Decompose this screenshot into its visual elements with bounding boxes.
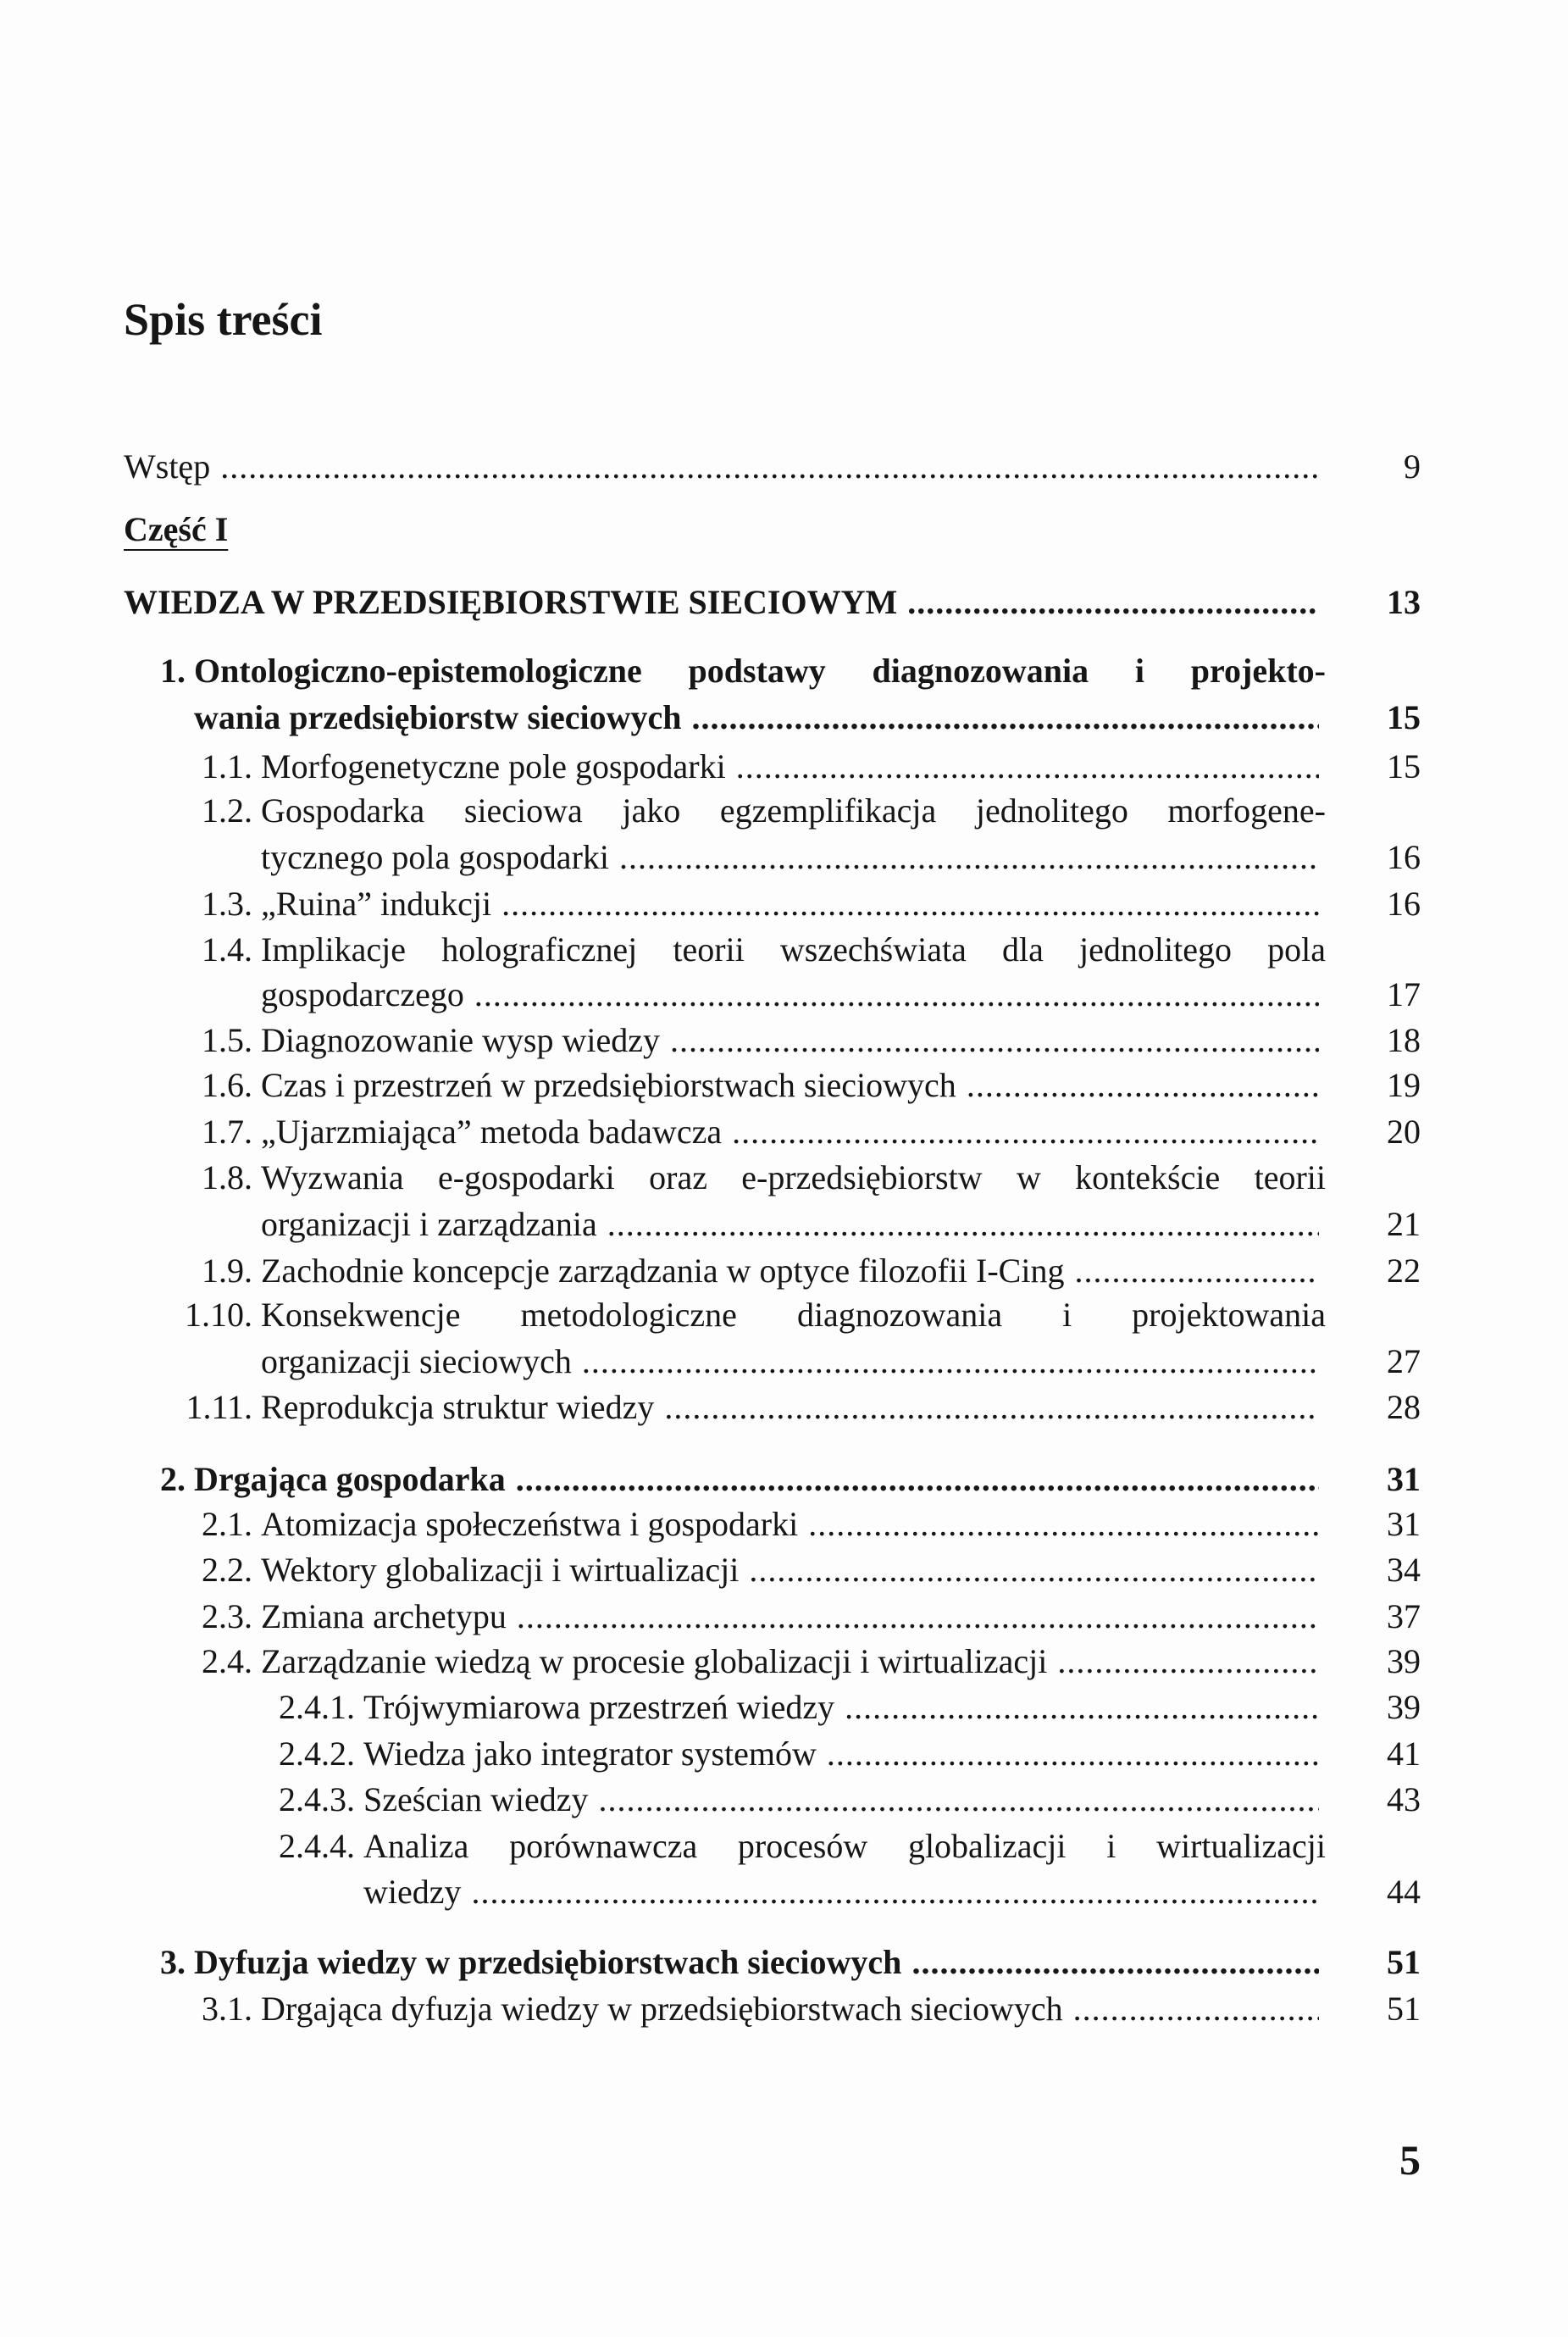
entry-page-number: 44	[1387, 1873, 1421, 1912]
leader-dots	[956, 1063, 1319, 1108]
leader-dots	[682, 695, 1319, 741]
entry-title: Zarządzanie wiedzą w procesie globalizacji i wirtualizacji	[261, 1641, 1048, 1680]
leader-dots	[660, 1018, 1319, 1063]
entry-page-number: 16	[1387, 884, 1421, 923]
entry-title: Atomizacja społeczeństwa i gospodarki	[261, 1504, 799, 1543]
toc-entry	[0, 1639, 1568, 1685]
entry-page-number: 39	[1387, 1641, 1421, 1680]
entry-title: organizacji sieciowych	[261, 1341, 572, 1380]
entry-number: 1.1.	[202, 747, 252, 785]
toc-entry	[0, 1385, 1568, 1430]
entry-title: wania przedsiębiorstw sieciowych	[194, 697, 682, 736]
leader-dots	[597, 1202, 1319, 1247]
entry-title: WIEDZA W PRZEDSIĘBIORSTWIE SIECIOWYM	[124, 583, 898, 622]
toc-entry	[0, 1777, 1568, 1823]
toc-entry	[0, 835, 1568, 880]
entry-number: 2.4.2.	[279, 1734, 355, 1773]
leader-dots	[1063, 1986, 1319, 2032]
entry-title: Analiza porównawcza procesów globalizacji i wirtualizacji	[363, 1826, 1326, 1865]
entry-number: 1.10.	[185, 1296, 252, 1335]
entry-title: Dyfuzja wiedzy w przedsiębiorstwach sieciowych	[194, 1943, 902, 1982]
entry-number: 2.	[160, 1459, 186, 1498]
entry-title: Implikacje holograficznej teorii wszechświata dla jednolitego pola	[261, 930, 1326, 969]
toc-entry	[0, 1594, 1568, 1640]
entry-number: 2.1.	[202, 1504, 252, 1543]
entry-page-number: 15	[1387, 697, 1421, 736]
entry-number: 1.7.	[202, 1112, 252, 1151]
entry-title: Drgająca dyfuzja wiedzy w przedsiębiorstwach sieciowych	[261, 1989, 1063, 2028]
entry-title: „Ujarzmiająca” metoda badawcza	[261, 1112, 723, 1151]
toc-entry	[0, 1986, 1568, 2032]
entry-title: Trójwymiarowa przestrzeń wiedzy	[363, 1688, 835, 1727]
toc-entry	[0, 1940, 1568, 1985]
entry-title: Wyzwania e-gospodarki oraz e-przedsiębiorstw w kontekście teorii	[261, 1158, 1326, 1197]
toc-entry	[0, 1502, 1568, 1547]
entry-page-number: 51	[1387, 1943, 1421, 1982]
entry-number: 1.3.	[202, 884, 252, 923]
toc-entry	[0, 444, 1568, 490]
entry-title: Zmiana archetypu	[261, 1596, 507, 1635]
entry-page-number: 19	[1387, 1066, 1421, 1105]
entry-page-number: 27	[1387, 1341, 1421, 1380]
entry-title: Wstęp	[124, 447, 211, 486]
entry-title: Ontologiczno-epistemologiczne podstawy diagnozowania i projekto-	[194, 652, 1326, 690]
entry-page-number: 15	[1387, 747, 1421, 785]
leader-dots	[817, 1731, 1319, 1777]
entry-number: 3.	[160, 1943, 186, 1982]
leader-dots	[834, 1685, 1319, 1730]
entry-number: 2.4.	[202, 1641, 252, 1680]
leader-dots	[609, 835, 1319, 880]
entry-page-number: 39	[1387, 1688, 1421, 1727]
entry-title: Morfogenetyczne pole gospodarki	[261, 747, 726, 785]
leader-dots	[464, 972, 1319, 1018]
toc-entry	[0, 1547, 1568, 1593]
toc-entry	[0, 788, 1568, 834]
toc-entry	[0, 927, 1568, 973]
toc-entry	[0, 1457, 1568, 1502]
leader-dots	[462, 1869, 1319, 1915]
entry-page-number: 51	[1387, 1989, 1421, 2028]
entry-number: 1.2.	[202, 791, 252, 830]
entry-number: 2.4.1.	[279, 1688, 355, 1727]
entry-title: Część I	[124, 509, 229, 548]
toc-entry	[0, 507, 1568, 552]
entry-number: 1.	[160, 652, 186, 690]
toc-entry	[0, 744, 1568, 790]
entry-title: Gospodarka sieciowa jako egzemplifikacja jednolitego morfogene-	[261, 791, 1326, 830]
entry-title: tycznego pola gospodarki	[261, 838, 609, 876]
toc-entry	[0, 1731, 1568, 1777]
entry-page-number: 21	[1387, 1204, 1421, 1243]
page-number: 5	[1399, 2136, 1421, 2184]
toc-entry	[0, 1339, 1568, 1385]
toc-entry	[0, 972, 1568, 1018]
entry-page-number: 16	[1387, 838, 1421, 876]
toc-entry	[0, 1685, 1568, 1730]
toc-entry	[0, 881, 1568, 927]
leader-dots	[739, 1547, 1319, 1593]
page-title: Spis treści	[124, 294, 323, 345]
entry-page-number: 20	[1387, 1112, 1421, 1151]
toc-entry	[0, 1292, 1568, 1338]
toc-entry	[0, 1109, 1568, 1155]
leader-dots	[1064, 1248, 1319, 1294]
leader-dots	[572, 1339, 1319, 1385]
toc-entry	[0, 648, 1568, 694]
toc-entry	[0, 695, 1568, 741]
leader-dots	[506, 1457, 1319, 1502]
entry-page-number: 43	[1387, 1780, 1421, 1819]
toc-entry	[0, 1155, 1568, 1201]
entry-page-number: 17	[1387, 974, 1421, 1013]
entry-title: Reprodukcja struktur wiedzy	[261, 1388, 655, 1427]
entry-page-number: 22	[1387, 1251, 1421, 1290]
leader-dots	[1047, 1639, 1319, 1685]
entry-title: Drgająca gospodarka	[194, 1459, 506, 1498]
leader-dots	[901, 1940, 1319, 1985]
entry-page-number: 31	[1387, 1504, 1421, 1543]
leader-dots	[588, 1777, 1319, 1823]
toc-entry	[0, 1869, 1568, 1915]
entry-title: Wiedza jako integrator systemów	[363, 1734, 817, 1773]
entry-title: „Ruina” indukcji	[261, 884, 492, 923]
entry-page-number: 18	[1387, 1021, 1421, 1060]
entry-page-number: 37	[1387, 1596, 1421, 1635]
entry-title: Diagnozowanie wysp wiedzy	[261, 1021, 660, 1060]
entry-title: wiedzy	[363, 1873, 462, 1912]
entry-number: 1.8.	[202, 1158, 252, 1197]
leader-dots	[722, 1109, 1319, 1155]
toc-entry	[0, 1063, 1568, 1108]
entry-number: 1.5.	[202, 1021, 252, 1060]
entry-number: 1.9.	[202, 1251, 252, 1290]
entry-page-number: 13	[1387, 583, 1421, 622]
toc-entry	[0, 1018, 1568, 1063]
entry-page-number: 28	[1387, 1388, 1421, 1427]
entry-number: 2.4.4.	[279, 1826, 355, 1865]
toc-entry	[0, 1248, 1568, 1294]
entry-number: 1.4.	[202, 930, 252, 969]
leader-dots	[507, 1594, 1319, 1640]
entry-title: Zachodnie koncepcje zarządzania w optyce filozofii I-Cing	[261, 1251, 1065, 1290]
entry-number: 1.11.	[186, 1388, 252, 1427]
entry-page-number: 41	[1387, 1734, 1421, 1773]
leader-dots	[654, 1385, 1319, 1430]
leader-dots	[726, 744, 1319, 790]
leader-dots	[798, 1502, 1319, 1547]
entry-page-number: 31	[1387, 1459, 1421, 1498]
leader-dots	[210, 444, 1319, 490]
leader-dots	[491, 881, 1319, 927]
entry-title: organizacji i zarządzania	[261, 1204, 597, 1243]
entry-number: 2.4.3.	[279, 1780, 355, 1819]
entry-page-number: 34	[1387, 1551, 1421, 1590]
toc-entry	[0, 580, 1568, 625]
entry-title: gospodarczego	[261, 974, 464, 1013]
entry-number: 2.3.	[202, 1596, 252, 1635]
entry-number: 2.2.	[202, 1551, 252, 1590]
toc-entry	[0, 1202, 1568, 1247]
entry-title: Sześcian wiedzy	[363, 1780, 589, 1819]
entry-title: Czas i przestrzeń w przedsiębiorstwach sieciowych	[261, 1066, 956, 1105]
entry-number: 3.1.	[202, 1989, 252, 2028]
entry-page-number: 9	[1404, 447, 1421, 486]
entry-title: Konsekwencje metodologiczne diagnozowania i projektowania	[261, 1296, 1326, 1335]
leader-dots	[897, 580, 1319, 625]
toc-entry	[0, 1824, 1568, 1869]
entry-number: 1.6.	[202, 1066, 252, 1105]
entry-title: Wektory globalizacji i wirtualizacji	[261, 1551, 740, 1590]
